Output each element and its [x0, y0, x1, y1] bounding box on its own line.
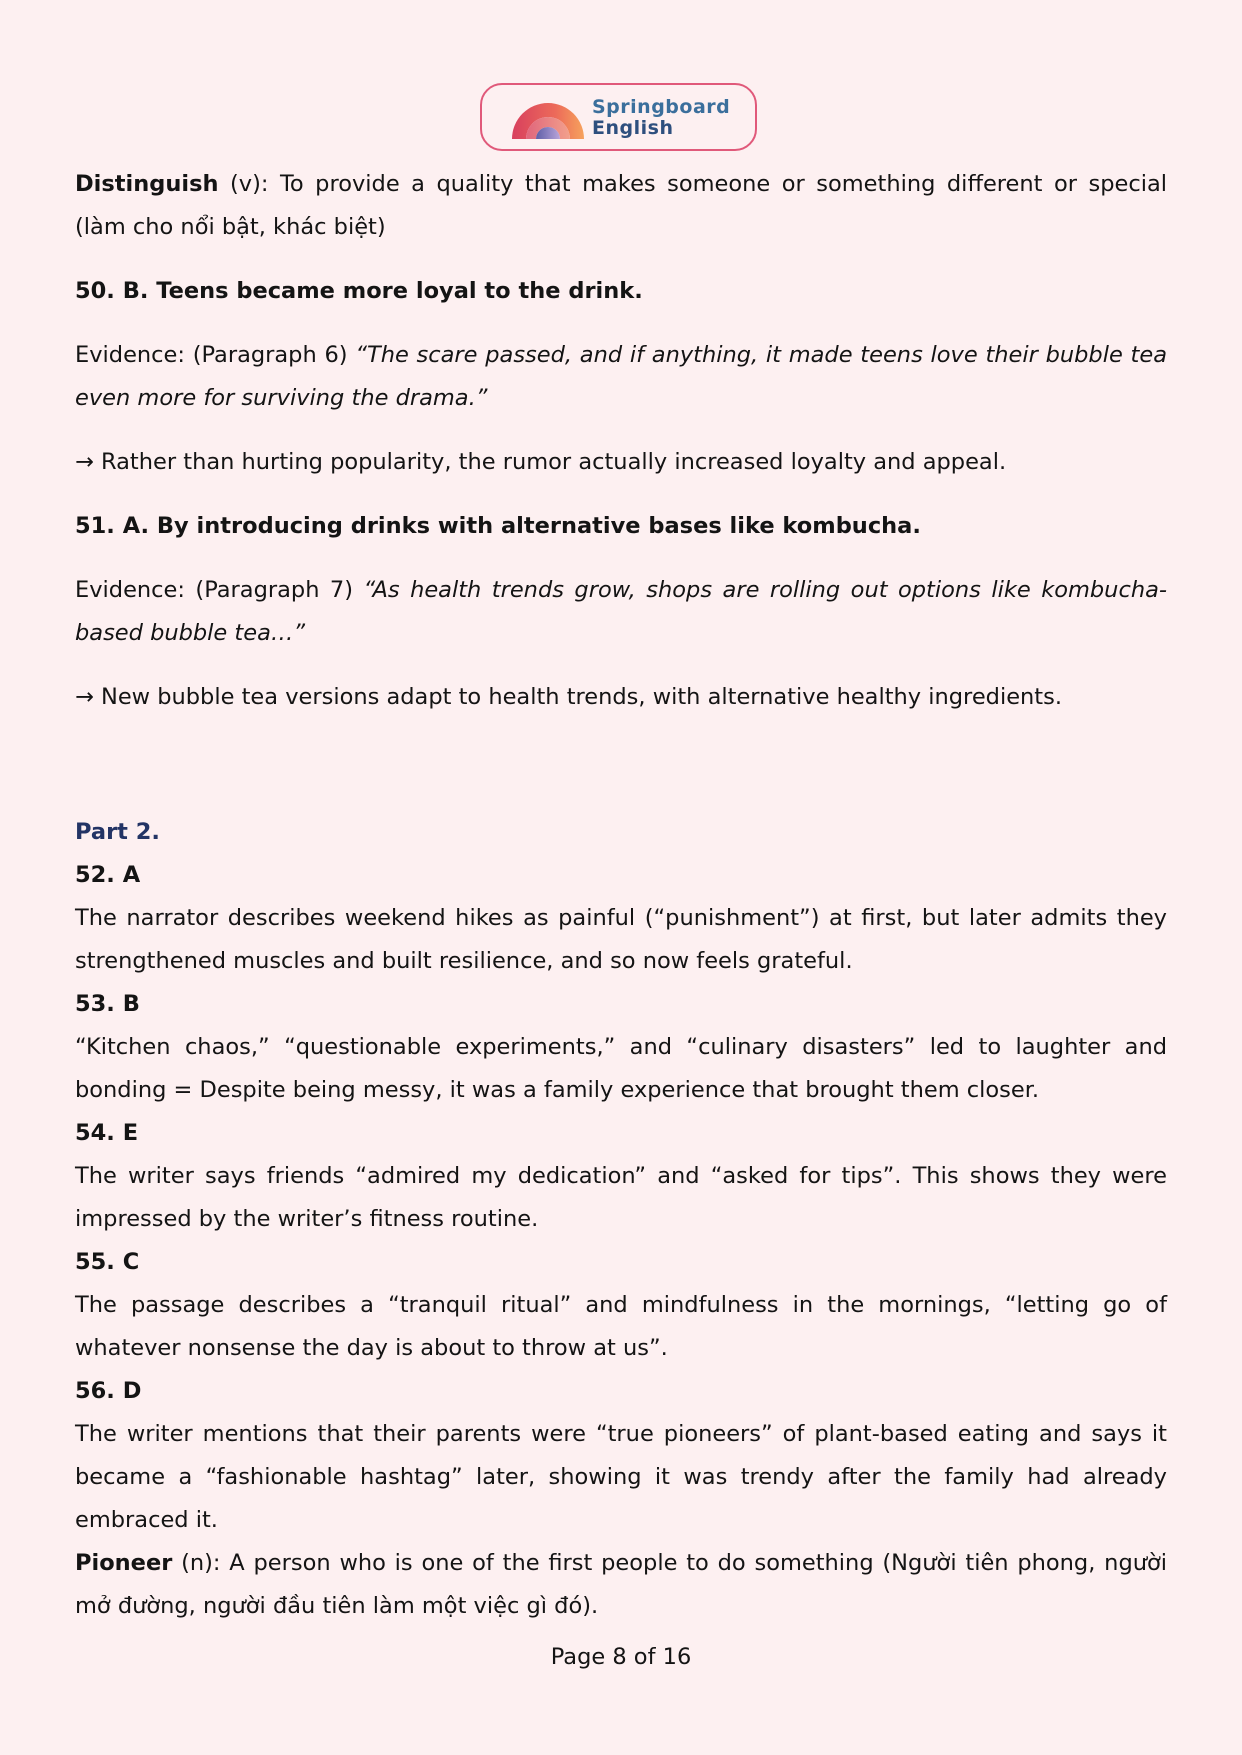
item-54-text: The writer says friends “admired my dedication” and “asked for tips”. This shows they were impressed by the writer’s fitness routine. — [75, 1163, 1167, 1232]
item-label — [75, 983, 1167, 1026]
explanation-51: → New bubble tea versions adapt to health trends, with alternative healthy ingredients. — [75, 684, 1062, 710]
item-53-label: 53. B — [75, 991, 140, 1017]
item-label — [75, 1241, 1167, 1284]
item-label — [75, 1112, 1167, 1155]
evidence-50 — [75, 334, 1167, 420]
explanation-50: → Rather than hurting popularity, the rumor actually increased loyalty and appeal. — [75, 449, 1007, 475]
item-54-label: 54. E — [75, 1120, 139, 1146]
page-number: Page 8 of 16 — [550, 1644, 692, 1670]
rainbow-logo-icon — [510, 95, 586, 141]
item-52-text: The narrator describes weekend hikes as painful (“punishment”) at first, but later admits they strengthened muscles and built resilience, and so now feels grateful. — [75, 905, 1167, 974]
vocab-definition: (n): A person who is one of the first people to do something (Người tiên phong, người mở đường, người đầu tiên làm một việc gì đó). — [75, 1550, 1167, 1619]
evidence-quote: “As health trends grow, shops are rolling out options like kombucha-based bubble tea…” — [75, 577, 1167, 646]
answer-51 — [75, 505, 1167, 548]
vocab-definition: (v): To provide a quality that makes someone or something different or special (làm cho nổi bật, khác biệt) — [75, 171, 1167, 240]
item-56-label: 56. D — [75, 1378, 142, 1404]
logo-text-springboard: Springboard — [592, 96, 731, 118]
item-label — [75, 854, 1167, 897]
item-55-label: 55. C — [75, 1249, 140, 1275]
item-52-label: 52. A — [75, 862, 141, 888]
answer-50 — [75, 270, 1167, 313]
evidence-51 — [75, 569, 1167, 655]
vocab-pioneer — [75, 1542, 1167, 1628]
answer-50-text: 50. B. Teens became more loyal to the drink. — [75, 278, 643, 304]
springboard-logo — [480, 83, 757, 151]
evidence-quote: “The scare passed, and if anything, it made teens love their bubble tea even more for surviving the drama.” — [75, 342, 1168, 411]
vocab-term: Pioneer — [75, 1550, 173, 1576]
vocab-distinguish — [75, 163, 1167, 249]
part-2-heading: Part 2. — [75, 819, 160, 845]
item-53-text: “Kitchen chaos,” “questionable experiments,” and “culinary disasters” led to laughter and bonding = Despite being messy, it was a family experience that brought them closer. — [75, 1034, 1167, 1103]
item-label — [75, 1370, 1167, 1413]
evidence-label: Evidence: (Paragraph 7) — [75, 577, 364, 603]
vocab-term: Distinguish — [75, 171, 219, 197]
answer-51-text: 51. A. By introducing drinks with alternative bases like kombucha. — [75, 513, 921, 539]
item-56-text: The writer mentions that their parents were “true pioneers” of plant-based eating and says it became a “fashionable hashtag” later, showing it was trendy after the family had already embraced it. — [75, 1421, 1167, 1533]
logo-text-english: English — [592, 117, 674, 139]
evidence-label: Evidence: (Paragraph 6) — [75, 342, 356, 368]
document-body — [75, 163, 1167, 1628]
item-55-text: The passage describes a “tranquil ritual” and mindfulness in the mornings, “letting go of whatever nonsense the day is about to throw at us”. — [75, 1292, 1167, 1361]
